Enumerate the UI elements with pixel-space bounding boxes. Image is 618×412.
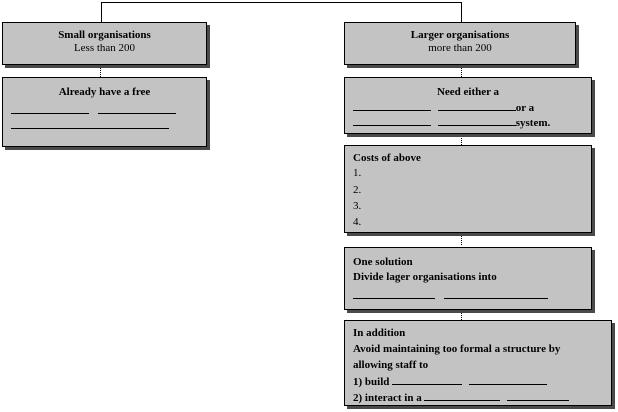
costs-title: Costs of above <box>353 152 421 164</box>
blank-line <box>98 104 176 114</box>
blank-line <box>438 116 516 126</box>
connector-top-horizontal <box>101 2 461 3</box>
need-either-box <box>344 77 592 134</box>
in-addition-line-5 <box>353 391 569 405</box>
one-solution-text: Divide lager organisations into <box>353 271 497 283</box>
need-row-2 <box>353 116 550 130</box>
blank-line <box>353 116 431 126</box>
in-addition-box <box>344 320 612 406</box>
connector-larger-to-need <box>461 67 463 77</box>
free-blank-row-1 <box>11 104 176 118</box>
blank-line <box>353 101 431 111</box>
connector-right-vertical <box>461 2 462 22</box>
small-organisations-title: Small organisations <box>58 29 151 41</box>
blank-line <box>11 104 89 114</box>
in-addition-line-3: allowing staff to <box>353 359 429 371</box>
costs-item-3: 3. <box>353 200 362 212</box>
blank-line <box>444 289 548 299</box>
in-addition-title: In addition <box>353 327 406 339</box>
in-addition-line-2: Avoid maintaining too formal a structure by <box>353 343 561 355</box>
costs-item-1: 1. <box>353 167 362 179</box>
solution-blank-row <box>353 289 548 303</box>
need-row-1 <box>353 101 534 115</box>
connector-costs-to-solution <box>461 235 463 245</box>
system-text: system. <box>515 117 551 129</box>
free-blank-row-2 <box>11 119 169 133</box>
interact-text: 2) interact in a <box>353 392 422 404</box>
blank-line <box>353 289 435 299</box>
costs-item-2: 2. <box>353 184 362 196</box>
blank-line <box>469 375 547 385</box>
blank-line <box>424 391 500 401</box>
connector-small-to-free <box>100 67 102 77</box>
already-have-free-title: Already have a free <box>58 86 151 98</box>
blank-line <box>11 119 169 129</box>
larger-organisations-subtitle: more than 200 <box>428 42 492 54</box>
costs-item-4: 4. <box>353 216 362 228</box>
build-text: 1) build <box>353 376 390 388</box>
blank-line <box>507 391 569 401</box>
blank-line <box>438 101 516 111</box>
costs-box <box>344 145 592 233</box>
already-have-free-box <box>2 77 207 147</box>
connector-left-vertical <box>101 2 102 22</box>
connector-need-to-costs <box>461 135 463 145</box>
in-addition-line-4 <box>353 375 547 389</box>
need-either-title: Need either a <box>436 86 500 98</box>
small-organisations-box <box>2 22 207 65</box>
connector-solution-to-addition <box>461 312 463 320</box>
larger-organisations-title: Larger organisations <box>410 29 510 41</box>
one-solution-box <box>344 247 592 310</box>
one-solution-title: One solution <box>353 256 413 268</box>
blank-line <box>392 375 462 385</box>
larger-organisations-box <box>344 22 576 65</box>
small-organisations-subtitle: Less than 200 <box>73 42 136 54</box>
or-a-text: or a <box>515 102 535 114</box>
